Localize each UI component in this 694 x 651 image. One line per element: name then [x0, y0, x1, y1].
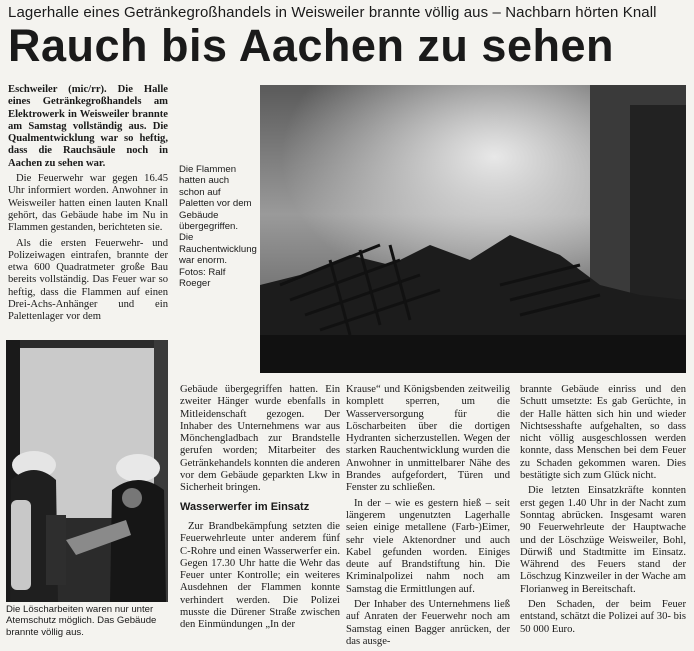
paragraph: Als die ersten Feuerwehr- und Polizeiwagen eintrafen, brannte der etwa 600 Quadratmeter große Bau bereits vollständig. Das Feuer war so heftig, dass die Flammen auf einen Drei-Achs-Anhänger und ein Palettenlager vor dem	[8, 237, 168, 323]
paragraph: Gebäude übergegriffen hatten. Ein zweiter Hänger wurde ebenfalls in Mitleidenschaft gezogen. Der Inhaber des Unternehmens war aus Mönchengladbach zur Brandstelle gerufen worden; Mitarbeiter des Getränkehandels konnten die anderen vor dem Gebäude geparkten Lkw in Sicherheit bringen.	[180, 384, 340, 494]
column-2	[180, 384, 340, 635]
small-photo-firefighters	[6, 340, 168, 602]
article-headline: Rauch bis Aachen zu sehen	[8, 20, 614, 71]
paragraph: Krause“ und Königsbenden zeitweilig komplett sperren, um die Wasserversorgung für die Löscharbeiten über die dortigen Hydranten sicherzustellen. Wegen der starken Rauchentwicklung wurden die Anwohner in unmittelbarer Nähe des Brandes aufgefordert, Türen und Fenster zu schließen.	[346, 384, 510, 494]
article-lead: Eschweiler (mic/rr). Die Halle eines Getränkegroßhandels am Elektrowerk in Weisweiler brannte am Samstag vollständig aus. Die Qualmentwicklung war so heftig, dass die Rauchsäule noch in Aachen zu sehen war.	[8, 84, 168, 169]
paragraph: Die letzten Einsatzkräfte konnten erst gegen 1.40 Uhr in der Nacht zum Sonntag abrücken. Insgesamt waren 90 Feuerwehrleute der Hauptwache und der Löschzüge Weisweiler, Bohl, Dürwiß und Stadtmitte im Einsatz. Während des Feuers stand der Löschzug Kinzweiler in der Wache am Florianweg in Bereitschaft.	[520, 485, 686, 595]
paragraph: In der – wie es gestern hieß – seit längerem ungenutzten Lagerhalle seien einige metallene (Farb-)Eimer, sehr viele Aktenordner und auch Kabel gefunden worden. Einiges deute auf Brandstiftung hin. Die Kriminalpolizei nahm noch am Samstag die Ermittlungen auf.	[346, 497, 510, 595]
paragraph: Der Inhaber des Unternehmens ließ auf Anraten der Feuerwehr noch am Samstag einen Bagger anrücken, der das ausge-	[346, 599, 510, 647]
firefighters-photo-graphic	[6, 340, 168, 602]
article-kicker: Lagerhalle eines Getränkegroßhandels in Weisweiler brannte völlig aus – Nachbarn hörten Knall	[8, 4, 657, 21]
paragraph: Zur Brandbekämpfung setzten die Feuerwehrleute unter anderem fünf C-Rohre und einen Wasserwerfer ein. Gegen 17.30 Uhr hatte die Wehr das Feuer unter Kontrolle; ein weiteres Ausdehnen der Flammen konnte verhindert werden. Die Polizei musste die Dürener Straße zwischen den Einmündungen „In der	[180, 520, 340, 631]
column-1	[8, 84, 168, 327]
col1-body	[8, 173, 168, 324]
section-subhead: Wasserwerfer im Einsatz	[180, 500, 310, 513]
paragraph: Den Schaden, der beim Feuer entstand, schätzt die Polizei auf 30- bis 50 000 Euro.	[520, 599, 686, 635]
column-3	[346, 384, 510, 651]
paragraph: brannte Gebäude einriss und den Schutt umsetzte: Es gab Gerüchte, in der Halle hätten sich hin und wieder Nichtsesshafte aufgehalten, so dass nicht völlig ausgeschlossen werden konnte, dass Menschen bei dem Feuer zu Schaden gekommen waren. Dies bestätigte sich zum Glück nicht.	[520, 384, 686, 482]
main-photo-fire-pallets	[260, 85, 686, 373]
paragraph: Die Feuerwehr war gegen 16.45 Uhr informiert worden. Anwohner in Weisweiler hatten einen lauten Knall gehört, das Gebäude habe im Nu in Flammen gestanden, berichteten sie.	[8, 173, 168, 234]
photo-caption-small: Die Löscharbeiten waren nur unter Atemschutz möglich. Das Gebäude brannte völlig aus.	[6, 604, 157, 638]
photo-caption-main: Die Flammen hatten auch schon auf Paletten vor dem Gebäude übergegriffen. Die Rauchentwicklung war enorm. Fotos: Ralf Roeger	[179, 164, 257, 290]
fire-photo-graphic	[260, 85, 686, 373]
column-4	[520, 384, 686, 639]
